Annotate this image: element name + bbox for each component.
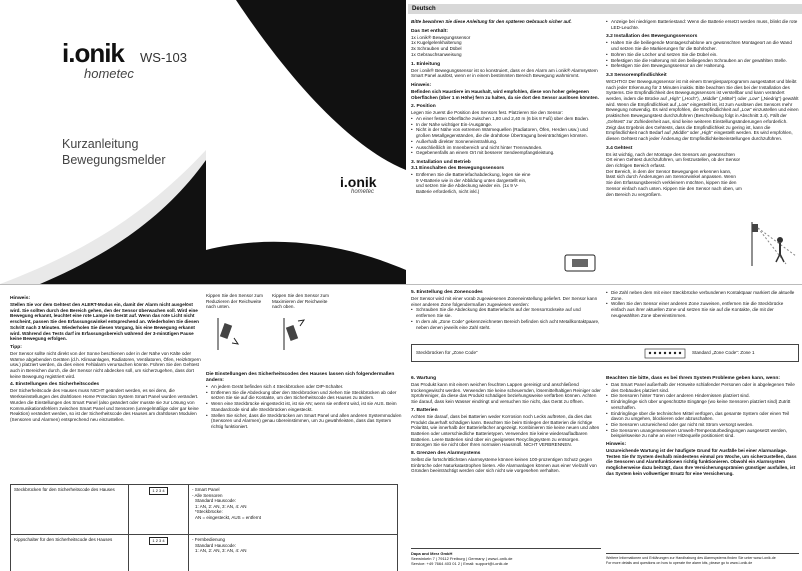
problems-heading: Beachten Sie bitte, dass es bei Ihrem System Probleme geben kann, wenn: — [606, 376, 780, 381]
zone-code-row — [411, 344, 799, 362]
contents-item: 1x Kugelgelenkhalterung — [411, 40, 462, 46]
footer-note-de: Weitere Informationen und Erklärungen zur Handhabung des Alarmsystems finden Sie unter www.i-onik.de — [606, 556, 776, 560]
table-cell-figure — [129, 535, 189, 571]
list-item: • Stellen Sie sicher, dass die Steckbrücken am Smart Panel und allen anderen Systemmodulen (Sensoren und Alarmen) genau übereinstimmen, um zu gewährleisten, dass das System richtig funktioniert. — [206, 413, 402, 430]
brand-logo: i.onik — [62, 38, 124, 68]
cover-swoosh — [0, 150, 206, 284]
company-address: Seewinkeln 7 | 79112 Freiburg | Germany | www.i-onik.de — [411, 556, 513, 561]
column-4 — [606, 290, 799, 319]
list-item: • Außerhalb direkter Sonneneinstrahlung. — [411, 139, 601, 145]
security-code-table — [10, 484, 398, 571]
security-steps-list — [206, 384, 402, 430]
table-cell-label: Steckbrücken für den Sicherheitscode des Hauses — [11, 485, 129, 535]
cover-title-1: Kurzanleitung — [62, 137, 139, 151]
tilt-up-caption: Kippen Sie den Sensor zum Maximieren der Reichweite nach oben. — [272, 293, 329, 310]
section-8-text: Selbst die fortschrittlichsten Alarmsysteme können keinen 100-prozentigen Schutz gegen Einbrüche oder Naturkatastrophen bieten. Alle Alarmanlagen können aus einer Vielzahl von Gründen beeinträchtigt werden oder sich nicht wie vorgesehen verhalten. — [411, 457, 597, 474]
column-4-lower — [606, 376, 799, 477]
column-3 — [411, 290, 601, 330]
mid-swoosh — [206, 0, 406, 284]
battery-indicator-list — [606, 19, 799, 30]
tip-heading: Tipp: — [10, 344, 22, 350]
list-item: • Nicht in der Nähe von extremen Wärmequellen (Radiatoren, Öfen, Herden usw.) und großen Metallgegenständen, die die drahtlose Übertragung beeinträchtigen könnten. — [411, 127, 601, 138]
footer-note-en: For more details and questions on how to operate the alarm kits, please go to www.i-onik.de — [606, 560, 753, 565]
table-row — [11, 485, 398, 535]
section-6-heading: 6. Wartung — [411, 376, 437, 381]
list-item: • Befestigen Sie die Halterung mit den beiliegenden Schrauben an der gewählten Stelle. — [606, 58, 799, 64]
company-service: Service: +49 7664 403 01 2 | Email: support@i-onik.de — [411, 561, 509, 566]
contents-item: 1x Gebrauchsanweisung — [411, 51, 462, 57]
list-item: • Befestigen Sie den Bewegungssensor an der Halterung. — [606, 63, 799, 69]
list-item: • Gegebenenfalls an einem Ort mit besserer Sendeempfangsleistung. — [411, 150, 601, 156]
section-31-heading: 3.1 Einschalten des Bewegungssensors — [411, 165, 504, 171]
section-6-text: Das Produkt kann mit einem weichen feuchten Lappen gereinigt und anschließend trockengewischt werden. Verwenden Sie keine scheuernden, lösemittelhaltigen Reiniger oder Sprühreiniger, da diese das Produkt schädigen beziehungsweise verfärben können. Achten Sie darauf, dass kein Wasser eindringt und versuchen Sie nicht, das Gerät zu öffnen. — [411, 382, 601, 405]
list-item: • In dem als „Zone Code“ gekennzeichneten Bereich befinden sich acht Metallkontaktpaare, neben denen jeweils eine Zahl steht. — [411, 319, 601, 330]
section-34-text-b: Der Bereich, in dem der Sensor Bewegungen erkennen kann, lässt sich durch Änderungen am Sensorwinkel anpassen. Wenn Sie den Erfassungsbereich verkleinern möchten, kippen Sie den Sensor einfach nach unten. Kippen Sie den Sensor nach oben, um den Bereich zu vergrößern. — [606, 168, 742, 197]
brand-sub: hometec — [84, 66, 134, 81]
mid-logo: i.onik — [340, 174, 377, 190]
contents-item: 3x Schrauben und Dübel — [411, 46, 462, 52]
table-row — [11, 535, 398, 571]
footer-notes — [606, 553, 799, 565]
table-line: 1: AN, 2: AN, 3: AN, 4: AN — [195, 548, 247, 553]
lang-label: Deutsch — [412, 6, 436, 12]
list-item: • Bohren Sie die Löcher und setzen Sie die Dübel ein. — [606, 52, 799, 58]
table-cell-figure — [129, 485, 189, 535]
list-item: • Die Zahl neben dem mit einer Steckbrücke verbundenen Kontaktpaar markiert die aktuelle Zone. — [606, 290, 799, 301]
zone-code-label: Steckbrücken für „Zone Code“ — [416, 350, 478, 355]
maintenance-hint-text: Unzureichende Wartung ist der häufigste Grund für Ausfälle bei einer Alarmanlage. Testen Sie Ihr System deshalb mindestens einmal pro Woche, um sicherzustellen, dass die Sensoren und Alarmfunktionen richtig funktionieren. Obwohl ein Alarmsystem möglicherweise dazu beiträgt, dass Ihre Versicherungsprämien günstiger ausfallen, ist das System kein vollwertiger Ersatz für eine Versicherung. — [606, 448, 797, 476]
zone-change-list — [606, 290, 799, 319]
section-34-heading: 3.4 Gehtest — [606, 145, 633, 151]
tilt-down-icon — [214, 316, 244, 352]
contents-heading: Das Set enthält: — [411, 28, 448, 34]
list-item: • In der Nähe wichtiger Ein-/Ausgänge. — [411, 122, 601, 128]
cover-panel — [0, 0, 206, 284]
table-cell-values — [189, 485, 398, 535]
walktest-hint-text: Stellen Sie vor dem Gehtest den ALERT-Modus ein, damit der Alarm nicht ausgelöst wird. Sie sollten durch den Bereich gehen, den der Sensor überwachen soll. Wird eine Bewegung erkannt, leuchtet eine rote Lampe im Gerät auf. Wenn das rote Licht nicht erscheint, passen Sie den Erfassungswinkel entsprechend an. Wiederholen Sie diesen Schritt nach 3 Minuten. Wiederholen Sie diesen Vorgang, bis eine Bewegung erkannt wird. Während des Tests darf im Erfassungsbereich während der 3-minütigen Pause keine Bewegung erfolgen. — [10, 302, 199, 342]
section-7-heading: 7. Batterien — [411, 407, 438, 413]
section-33-text: WICHTIG! Der Bewegungssensor ist mit einem Energiesparprogramm ausgestattet und bleibt nach jeder Erkennung für 3 Minuten inaktiv. Bitte beachten Sie dies bei der Installation des Systems. Die Empfindlichkeit des Bewegungssensors ist verstellbar und kann verändert werden, indem die Brücke auf „High“ („Hoch“), „Middle“ („Mittel“) oder „Low“ („Niedrig“) gewählt wird. Wenn die Empfindlichkeit auf „Low“ eingestellt ist, ist zum Auslösen des Sensors mehr Bewegung notwendig. Es wird empfohlen, die Empfindlichkeit auf „Low“ einzustellen und einen praktischen Bewegungstest durchzuführen (Beschreibung folgt in Abschnitt 3.4). Fällt der „Gehtest“ zur Zufriedenheit aus, sind keine weiteren Einstellungsänderungen erforderlich. Zeigt das Ergebnis des Gehtests, dass die Empfindlichkeit zu gering ist, kann die Empfindlichkeit nach Bedarf auf „Middle“ oder „High“ eingestellt werden. Es wird empfohlen, diesen Gehtest nach jeder Änderung der Empfindlichkeitseinstellungen durchzuführen. — [606, 78, 799, 141]
table-line: - Alle Sensoren — [192, 492, 223, 498]
zone-jumper-figure — [644, 347, 686, 360]
bottom-left-text — [10, 296, 204, 423]
list-item: • An jedem Gerät befinden sich 4 Steckbrücken oder DIP-Schalter. — [206, 384, 402, 390]
fold-divider — [0, 284, 802, 285]
section-5-text: Der Sensor wird mit einer vorab zugewiesenen Zoneneinstellung geliefert. Der Sensor kann einer anderen Zone folgendermaßen zugewiesen werden: — [411, 296, 598, 307]
list-item: • Anzeige bei niedrigem Batteriestand: Wenn die Batterie ersetzt werden muss, blinkt die rote LED-Leuchte. — [606, 19, 799, 30]
table-line: - Smart Panel — [192, 487, 220, 492]
mid-logo-sub: hometec — [351, 189, 375, 195]
model-number: WS-103 — [140, 50, 187, 65]
walk-test-illustration — [746, 216, 800, 270]
list-item: • Wollen Sie den Sensor einer anderen Zone zuweisen, entfernen Sie die Steckbrücke einfach aus ihrer aktuellen Zone und setzen Sie sie auf die Kontakte, die mit der neugewählten Zone übereinstimmen. — [606, 301, 799, 318]
column-2 — [606, 19, 799, 197]
list-item: • Die Sensoren unangemessenen Umwelt-/Temperaturbedingungen ausgesetzt werden, beispielsweise zu nahe an einer Hitzequelle positioniert sind. — [606, 428, 799, 439]
lang-band — [408, 4, 802, 14]
table-line: 1: AN, 2: AN, 3: AN, 4: AN — [195, 503, 247, 509]
section-33-heading: 3.3 Sensorempfindlichkeit — [606, 72, 667, 78]
table-line: AN = eingesteckt, AUS = entfernt — [195, 514, 262, 520]
section-4-text: Der Sicherheitscode des Hauses muss NICHT geändert werden, es sei denn, die Werkseinstellungen des drahtlosen Home Protection System Smart Panel wurden verändert. Wurden die Einstellungen des Smart Panel (also geändert oder musste sie zur Lösung von Kommunikationsfehlern zwischen Smart Panel und Sensoren (unregelmäßige oder gar keine Reaktion) verändert werden, so ist der Sicherheitscode des Hauses am drahtlosen Modulen (Sensoren und Alarmen) entsprechend neu einzustellen. — [10, 388, 199, 422]
battery-illustration — [562, 252, 598, 274]
problems-list — [606, 382, 799, 439]
table-line: - Fernbedienung — [192, 537, 226, 542]
list-item: • Die Sensoren hinter Türen oder anderen Hindernissen platziert sind. — [606, 393, 799, 399]
section-1-heading: 1. Einleitung — [411, 61, 441, 67]
column-3-lower — [411, 376, 601, 474]
position-list — [411, 116, 601, 156]
cover-title-2: Bewegungsmelder — [62, 153, 166, 167]
table-line: *Steckbrücke: — [195, 509, 223, 514]
list-item: • Wenn eine Steckbrücke eingesteckt ist, ist sie AN; wenn sie entfernt wird, ist sie AUS. Beim Standardcode sind alle Steckbrücken eingesteckt. — [206, 401, 402, 412]
column-1 — [411, 19, 601, 195]
security-code-steps — [206, 372, 402, 430]
tilt-up-icon — [280, 316, 310, 352]
tip-text: Der Sensor sollte nicht direkt von der Sonne beschienen oder in der Nähe von Kälte oder Wärme abgebenden Geräten (d.h. Klimaanlagen, Radiatoren, Ventilatoren, Öfen, Heizkörpern usw.) platziert werden, da dies einen Fehlalarm verursachen könnte. Führen Sie den Gehtest auch in Bereichen durch, die der Sensor nicht abdecken soll, um sicherzugehen, dass dort keine Bewegung registriert wird. — [10, 350, 201, 379]
list-item: • Das Smart Panel außerhalb der Hörweite schlafender Personen oder in abgelegenen Teile des Gebäudes platziert sind. — [606, 382, 799, 393]
list-item: • Halten Sie die beiliegende Montageschablone am gewünschten Montageort an die Wand und setzen Sie die Markierungen für die Bohrlöcher. — [606, 40, 799, 51]
list-item: • An einer festen Oberfläche zwischen 1,80 und 2,40 m (6 bis 8 Fuß) über dem Boden. — [411, 116, 601, 122]
list-item: • Schrauben Sie die Abdeckung des Batteriefachs auf der Sensorrückseite auf und entfernen Sie sie. — [411, 307, 601, 318]
section-2-heading: 2. Position — [411, 104, 436, 110]
zone-list — [411, 307, 601, 330]
security-steps-heading: Die Einstellungen des Sicherheitscodes des Hauses lassen sich folgendermaßen ändern: — [206, 372, 395, 383]
footer-address — [411, 548, 601, 566]
zone-code-standard: Standard „Zone Code“: Zone 1 — [692, 350, 755, 355]
section-7-text: Achten Sie darauf, dass bei Batterien weder Korrosion noch Lecks auftreten, da dies das Produkt dauerhaft schädigen kann. Beachten Sie beim Einlegen der Batterien die richtige Polarität, wie innerhalb der Batteriefächer angezeigt. Kombinieren Sie keine neuen und alten Batterien oder unterschiedliche Batterietypen. Verwenden Sie keine wiederaufladbaren Batterien. Leere Batterien sind über ein geeignetes Recyclingsystem zu entsorgen. Entsorgen Sie sie nicht über Ihren normalen Hausmüll. NICHT VERBRENNEN. — [411, 413, 600, 448]
list-item: • Eindringlinge über die technischen Mittel verfügen, das gesamte System oder einen Teil davon zu umgehen, blockieren oder abzuschalten. — [606, 411, 799, 422]
list-item: • Entfernen Sie die Abdeckung über den Steckbrücken und ziehen Sie Steckbrücken ab oder setzen Sie sie auf die Kontakte, um den Sicherheitscode des Hauses zu ändern. — [206, 390, 402, 401]
maintenance-hint-heading: Hinweis: — [606, 442, 627, 448]
list-item: • Die Sensoren unzureichend oder gar nicht mit Strom versorgt werden. — [606, 422, 799, 428]
table-cell-label: Kippschalter für den Sicherheitscode des Hauses — [11, 535, 129, 571]
hint-heading: Hinweis: — [411, 82, 432, 88]
jumper-figure: 1 2 3 4 — [149, 487, 167, 495]
tilt-down-caption: Kippen Sie den Sensor zum Reduzieren der Reichweite nach unten. — [206, 293, 263, 310]
section-34-text-a: Es ist wichtig, nach der Montage des Sensors am gewünschten Ort einen Gehtest durchzuführen, um festzustellen, ob der Sensor den richtigen Bereich erfasst. — [606, 151, 741, 169]
section-3-heading: 3. Installation und Betrieb — [411, 159, 471, 165]
list-item: • Entfernen Sie die Batteriefachabdeckung, legen sie eine 9 V-Batterie wie in der Abbildung unten dargestellt ein, und setzen Sie die Abdeckung wieder ein. (1x 9 V-Batterie erforderlich, nicht inkl.) — [411, 172, 531, 195]
section-4-heading: 4. Einstellungen des Sicherheitscodes — [10, 382, 100, 388]
section-32-heading: 3.2 Installation des Bewegungssensors — [606, 34, 698, 40]
hint-text: Befinden sich Haustiere im Haushalt, wird empfohlen, diese von hoher gelegenen Oberflächen (über 1 m Höhe) fern zu halten, da sie dort den Sensor auslösen könnten. — [411, 88, 599, 100]
list-item: • Ausschließlich im Innenbereich und nicht hinter Trennwänden. — [411, 145, 601, 151]
company-name: Dapa and Merz GmbH — [411, 551, 453, 556]
dip-switch-figure: 1 2 3 4 — [149, 537, 167, 545]
table-line: Standard Hauscode: — [195, 498, 237, 503]
intro-text: Bitte bewahren Sie diese Anleitung für den späteren Gebrauch sicher auf. — [411, 19, 572, 24]
table-line: Standard Hauscode: — [195, 542, 237, 548]
mid-panel — [206, 0, 406, 284]
section-5-heading: 5. Einstellung des Zonencodes — [411, 290, 483, 295]
list-item: • Eindringlinge sich über ungeschützte Eingänge (wo keine Sensoren platziert sind) Zutritt verschaffen. — [606, 399, 799, 410]
install-list — [606, 40, 799, 69]
contents-item: 1x i.onik® Bewegungssensor — [411, 34, 471, 40]
walktest-hint-heading: Hinweis: — [10, 296, 31, 301]
section-1-text: Der i.onik® Bewegungssensor ist so konstruiert, dass er den Alarm am i.onik® Alarmsystem Smart Panel auslöst, wenn er in einem bestimmten Bereich Bewegung wahrnimmt. — [411, 67, 598, 79]
table-cell-values — [189, 535, 398, 571]
battery-list — [411, 172, 531, 195]
section-8-heading: 8. Grenzen des Alarmsystems — [411, 451, 481, 457]
section-2-text: Legen Sie zuerst die Position des Sensors fest. Platzieren Sie den Sensor: — [411, 110, 563, 116]
